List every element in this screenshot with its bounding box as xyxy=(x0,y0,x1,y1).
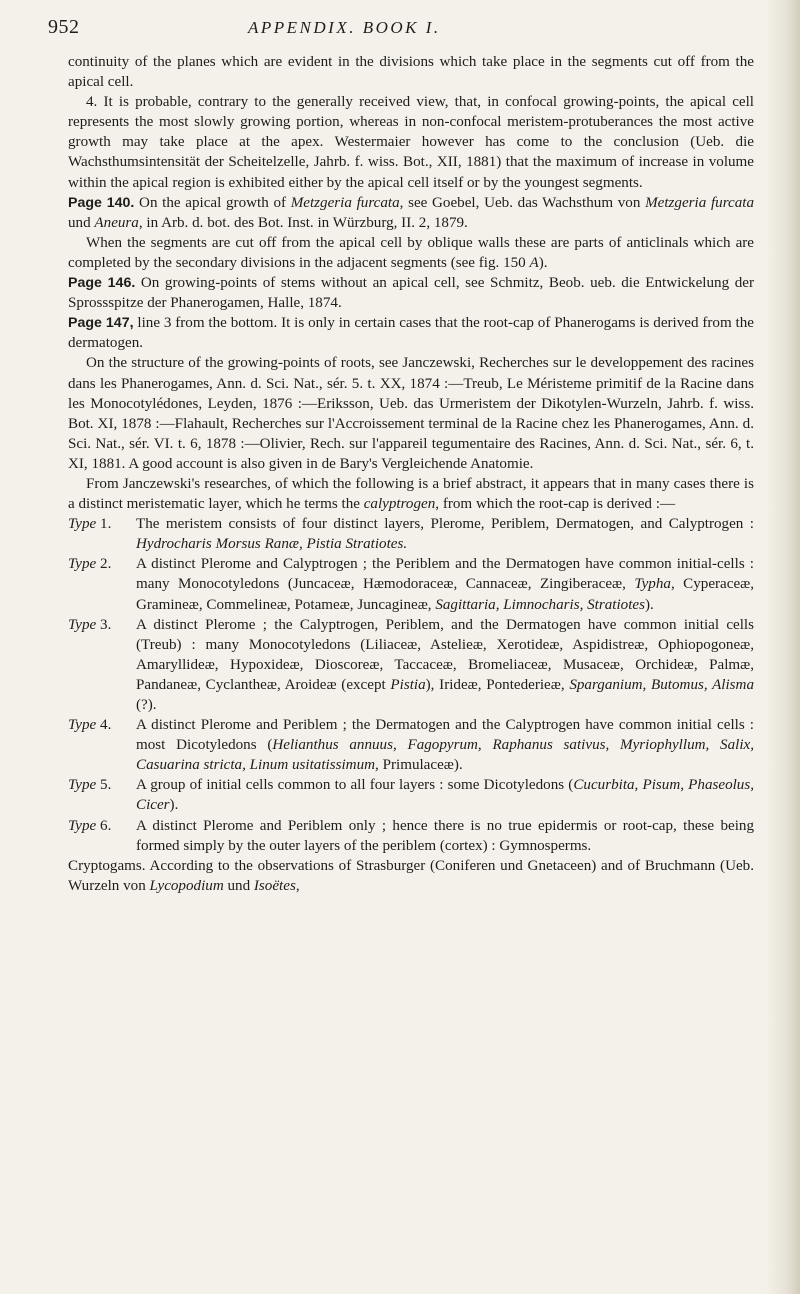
type-entry xyxy=(68,715,754,775)
type-label: Type 6. xyxy=(68,817,112,834)
type-label: Type 3. xyxy=(68,616,112,633)
page-header xyxy=(48,16,708,46)
page-edge-shadow xyxy=(766,0,800,1294)
type-entry xyxy=(68,554,754,614)
type-label: Type 2. xyxy=(68,556,112,573)
point-number: 4. xyxy=(86,94,98,111)
paragraph-point-4: 4. It is probable, contrary to the generally received view, that, in confocal growing-points, the apical cell represents the most slowly growing portion, whereas in non-confocal meristem-protuberances the most active growth may take place at the apex. Westermaier however has come to the conclusion (Ueb. die Wachsthumsintensität der Scheitelzelle, Jahrb. f. wiss. Bot., XII, 1881) that the maximum of increase in volume within the apical region is exhibited either by the apical cell itself or by the youngest segments. xyxy=(68,94,755,191)
type-description: The meristem consists of four distinct layers, Plerome, Periblem, Dermatogen, and Calyptrogen : Hydrocharis Morsus Ranæ, Pistia Stratiotes. xyxy=(136,516,754,553)
type-entry xyxy=(68,514,754,554)
paragraph-janczewski: From Janczewski's researches, of which the following is a brief abstract, it appears that in many cases there is a distinct meristematic layer, which he terms the calyptrogen, from which the root-cap is derived :— xyxy=(68,475,754,513)
type-description: A group of initial cells common to all four layers : some Dicotyledons (Cucurbita, Pisum, Phaseolus, Cicer). xyxy=(136,777,755,814)
type-label: Type 1. xyxy=(68,516,112,533)
paragraph-page-147: Page 147, line 3 from the bottom. It is only in certain cases that the root-cap of Phanerogams is derived from the dermatogen. xyxy=(68,315,754,352)
page-reference: Page 140. xyxy=(68,194,135,211)
type-label: Type 4. xyxy=(68,717,112,734)
type-label: Type 5. xyxy=(68,777,112,794)
type-entry xyxy=(68,816,754,856)
paragraph-segments: When the segments are cut off from the apical cell by oblique walls these are parts of anticlinals which are completed by the secondary divisions in the adjacent segments (see fig. 150 A). xyxy=(68,234,754,271)
paragraph-root-structure: On the structure of the growing-points of roots, see Janczewski, Recherches sur le developpement des racines dans les Phanerogames, Ann. d. Sci. Nat., sér. 5. t. XX, 1874 :—Treub, Le Méristeme primitif de la Racine dans les Monocotylédones, Leyden, 1876 :—Eriksson, Ueb. das Urmeristem der Dikotylen-Wurzeln, Jahrb. f. wiss. Bot. XI, 1878 :—Flahault, Recherches sur l'Accroissement terminal de la Racine chez les Phanerogames, Ann. d. Sci. Nat., sér. VI. t. 6, 1878 :—Olivier, Rech. sur l'appareil tegumentaire des Racines, Ann. d. Sci. Nat., sér. 6, t. XI, 1881. A good account is also given in de Bary's Vergleichende Anatomie. xyxy=(68,355,754,472)
paragraph-page-140: Page 140. On the apical growth of Metzgeria furcata, see Goebel, Ueb. das Wachsthum von Metzgeria furcata und Aneura, in Arb. d. bot. des Bot. Inst. in Würzburg, II. 2, 1879. xyxy=(68,194,754,231)
paragraph-continuation: continuity of the planes which are evident in the divisions which take place in the segments cut off from the apical cell. xyxy=(68,54,754,91)
running-head: APPENDIX. BOOK I. xyxy=(248,18,441,37)
type-description: A distinct Plerome and Periblem only ; hence there is no true epidermis or root-cap, these being formed simply by the outer layers of the periblem (cortex) : Gymnosperms. xyxy=(136,817,754,854)
type-description: A distinct Plerome ; the Calyptrogen, Periblem, and the Dermatogen have common initial cells (Treub) : many Monocotyledons (Liliaceæ, Astelieæ, Xerotideæ, Aspidistreæ, Ophiopogoneæ, Amaryllideæ, Hypoxideæ, Dioscoreæ, Taccaceæ, Bromeliaceæ, Musaceæ, Orchideæ, Palmæ, Pandaneæ, Cyclantheæ, Aroideæ (except Pistia), Irideæ, Pontederieæ, Sparganium, Butomus, Alisma (?). xyxy=(136,616,754,713)
type-entry xyxy=(68,615,754,715)
type-entry xyxy=(68,775,754,815)
page-body xyxy=(68,52,754,896)
page-number: 952 xyxy=(48,16,80,38)
paragraph-page-146: Page 146. On growing-points of stems without an apical cell, see Schmitz, Beob. ueb. die Entwickelung der Sprossspitze der Phanerogamen, Halle, 1874. xyxy=(68,275,754,312)
type-description: A distinct Plerome and Calyptrogen ; the Periblem and the Dermatogen have common initial-cells : many Monocotyledons (Juncaceæ, Hæmodoraceæ, Cannaceæ, Zingiberaceæ, Typha, Cyperaceæ, Gramineæ, Commelineæ, Potameæ, Juncagineæ, Sagittaria, Limnocharis, Stratiotes). xyxy=(136,556,754,613)
paragraph-cryptogams: Cryptogams. According to the observations of Strasburger (Coniferen und Gnetaceen) and of Bruchmann (Ueb. Wurzeln von Lycopodium und Isoëtes, xyxy=(68,857,754,894)
type-description: A distinct Plerome and Periblem ; the Dermatogen and the Calyptrogen have common initial cells : most Dicotyledons (Helianthus annuus, Fagopyrum, Raphanus sativus, Myriophyllum, Salix, Casuarina stricta, Linum usitatissimum, Primulaceæ). xyxy=(136,717,754,774)
page-reference: Page 147, xyxy=(68,315,134,332)
page-reference: Page 146. xyxy=(68,275,136,292)
